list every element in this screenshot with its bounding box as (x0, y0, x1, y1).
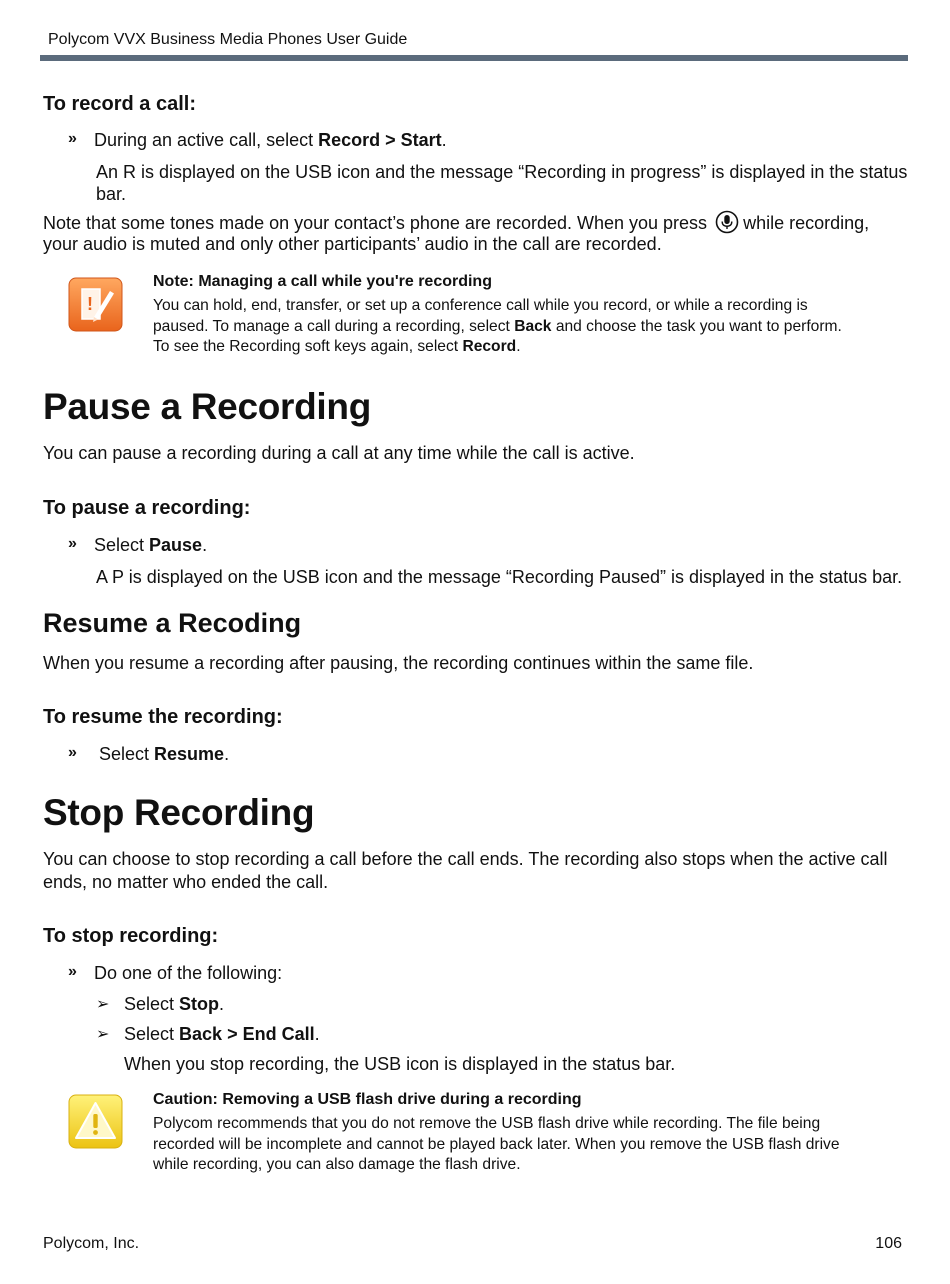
arrow-bullet-icon: ➢ (96, 1026, 110, 1043)
record-tone-note-line1: Note that some tones made on your contact’s phone are recorded. When you press while recording, (43, 210, 869, 234)
stop-procedure-title: To stop recording: (43, 925, 219, 947)
pause-procedure-title: To pause a recording: (43, 497, 251, 519)
svg-text:!: ! (87, 294, 93, 314)
caution-title: Caution: Removing a USB flash drive during a recording (153, 1091, 582, 1108)
note-title: Note: Managing a call while you're recording (153, 273, 492, 290)
record-tone-note-line2: your audio is muted and only other participants’ audio in the call are recorded. (43, 234, 662, 254)
record-step: During an active call, select Record > Start. (94, 130, 447, 150)
resume-heading: Resume a Recoding (43, 608, 302, 638)
stop-heading: Stop Recording (43, 792, 315, 833)
pause-result: A P is displayed on the USB icon and the message “Recording Paused” is displayed in the status bar. (96, 567, 903, 587)
bullet-icon: » (68, 535, 77, 552)
stop-result: When you stop recording, the USB icon is displayed in the status bar. (124, 1054, 676, 1074)
record-procedure-title: To record a call: (43, 93, 197, 115)
footer-company: Polycom, Inc. (43, 1235, 140, 1252)
note-pencil-icon (68, 277, 123, 332)
resume-intro: When you resume a recording after pausing, the recording continues within the same file. (43, 653, 754, 673)
pause-heading: Pause a Recording (43, 386, 372, 427)
stop-intro-line2: ends, no matter who ended the call. (43, 872, 329, 892)
record-result: An R is displayed on the USB icon and the message “Recording in progress” is displayed in the status bar. (96, 162, 908, 204)
pause-intro: You can pause a recording during a call at any time while the call is active. (43, 443, 635, 463)
bullet-icon: » (68, 963, 77, 980)
resume-step: Select Resume. (99, 744, 230, 764)
page-number: 106 (875, 1235, 902, 1252)
stop-intro-line1: You can choose to stop recording a call before the call ends. The recording also stops when the active call (43, 849, 888, 869)
warning-triangle-icon (68, 1094, 123, 1149)
resume-procedure-title: To resume the recording: (43, 706, 283, 728)
pause-step: Select Pause. (94, 535, 208, 555)
bullet-icon: » (68, 744, 77, 761)
header-rule (40, 55, 908, 61)
microphone-mute-icon (715, 210, 739, 234)
bullet-icon: » (68, 130, 77, 147)
running-header: Polycom VVX Business Media Phones User Guide (48, 31, 408, 48)
caution-body: Polycom recommends that you do not remove the USB flash drive while recording. The file being recorded will be incomplete and cannot be played back later. When you remove the USB flash drive while recording, you can also damage the flash drive. (153, 1115, 840, 1173)
stop-option-2: Select Back > End Call. (124, 1024, 320, 1044)
stop-step: Do one of the following: (94, 963, 283, 983)
arrow-bullet-icon: ➢ (96, 996, 110, 1013)
stop-option-1: Select Stop. (124, 994, 225, 1014)
note-body: You can hold, end, transfer, or set up a conference call while you record, or while a recording is paused. To manage a call during a recording, select Back and choose the task you want to perform. To see the Recording soft keys again, select Record. (153, 297, 842, 355)
